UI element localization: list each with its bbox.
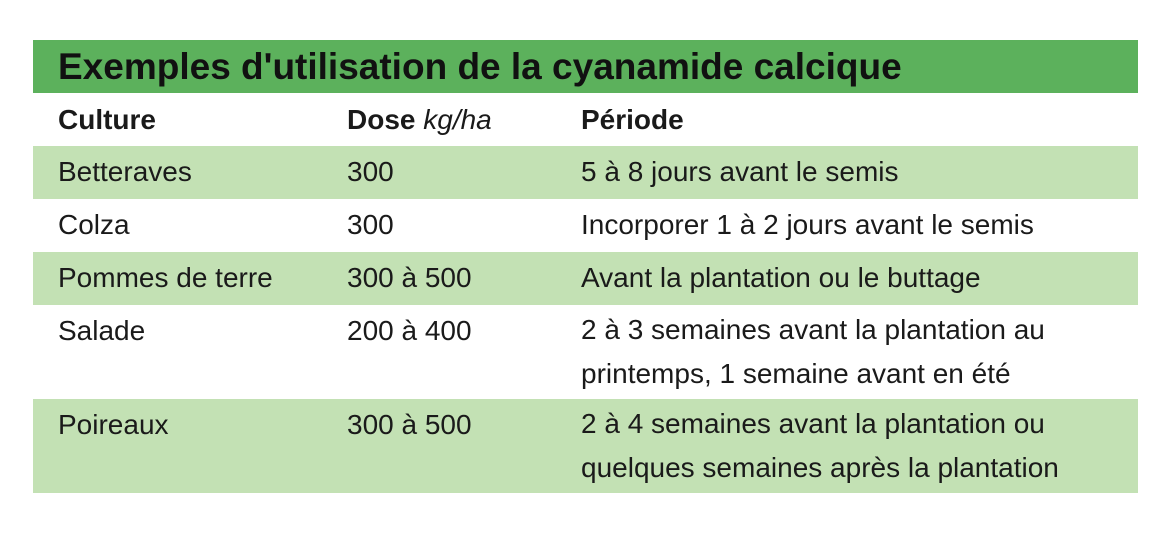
column-header-dose-unit: kg/ha — [423, 104, 492, 135]
cell-dose: 300 à 500 — [347, 262, 472, 293]
table-row — [33, 199, 1138, 252]
cell-culture: Colza — [58, 209, 130, 240]
cell-culture: Pommes de terre — [58, 262, 273, 293]
usage-table — [33, 40, 1138, 493]
table-row — [33, 146, 1138, 199]
cell-periode: 2 à 3 semaines avant la plantation au printemps, 1 semaine avant en été — [581, 314, 1045, 389]
cell-periode: 5 à 8 jours avant le semis — [581, 156, 899, 187]
cell-culture: Salade — [58, 315, 146, 346]
table-row — [33, 305, 1138, 399]
cell-periode: Incorporer 1 à 2 jours avant le semis — [581, 209, 1034, 240]
table-row — [33, 252, 1138, 305]
table-title-bar — [33, 40, 1138, 93]
table-title: Exemples d'utilisation de la cyanamide calcique — [58, 45, 902, 87]
cell-periode: 2 à 4 semaines avant la plantation ou quelques semaines après la plantation — [581, 408, 1059, 483]
cell-dose: 300 — [347, 209, 394, 240]
cell-periode: Avant la plantation ou le buttage — [581, 262, 981, 293]
column-header-dose — [347, 93, 581, 146]
cell-dose: 300 — [347, 156, 394, 187]
table-header-row — [33, 93, 1138, 146]
column-header-dose-label: Dose — [347, 104, 416, 135]
column-header-culture: Culture — [58, 104, 156, 135]
table-row — [33, 399, 1138, 493]
column-header-periode: Période — [581, 104, 684, 135]
cell-culture: Poireaux — [58, 409, 169, 440]
cell-dose: 300 à 500 — [347, 409, 472, 440]
cell-dose: 200 à 400 — [347, 315, 472, 346]
cell-culture: Betteraves — [58, 156, 192, 187]
